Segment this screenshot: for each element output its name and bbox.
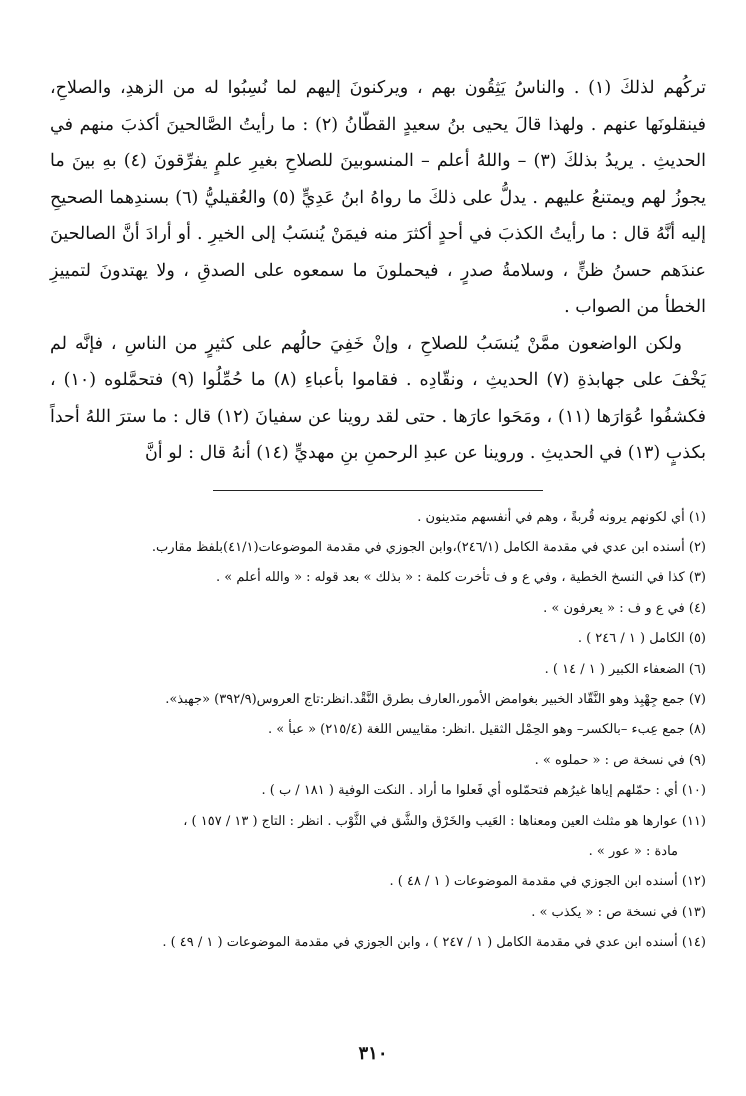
page-number: ٣١٠ <box>358 1043 388 1064</box>
footnote-10: (١٠) أي : حمّلهم إياها غيرُهم فتحمّلوه أي فَعلوا ما أراد . النكت الوفية ( ١٨١ / ب ) . <box>261 783 706 799</box>
footnote-2: (٢) أسنده ابن عدي في مقدمة الكامل (٢٤٦/١)،وابن الجوزي في مقدمة الموضوعات(٤١/١)بلفظ مقارب. <box>151 539 706 555</box>
footnotes <box>50 503 706 959</box>
footnote-13: (١٣) في نسخة ص : « يكذب » . <box>531 904 706 920</box>
footnote-7: (٧) جمع جِهْبِذ وهو النَّقّاد الخبير بغوامض الأمور،العارف بطرق النَّقْد.انظر:تاج العروس(٣٩٢/٩) «جهبذ». <box>165 691 706 707</box>
footnote-9: (٩) في نسخة ص : « حملوه » . <box>534 752 706 768</box>
footnote-divider <box>213 490 543 491</box>
footnote-6: (٦) الضعفاء الكبير ( ١ / ١٤ ) . <box>544 661 706 677</box>
footnote-5: (٥) الكامل ( ١ / ٢٤٦ ) . <box>577 631 706 647</box>
footnote-11: (١١) عوارها هو مثلث العين ومعناها : العَيب والخَرْق والشَّق في الثَّوْب . انظر : التاج ( ١٣ / ١٥٧ ) ، <box>183 813 706 829</box>
footnote-12: (١٢) أسنده ابن الجوزي في مقدمة الموضوعات ( ١ / ٤٨ ) . <box>389 874 706 890</box>
page <box>50 70 706 1070</box>
footnote-11-continuation: مادة : « عور » . <box>588 843 678 859</box>
footnote-14: (١٤) أسنده ابن عدي في مقدمة الكامل ( ١ / ٢٤٧ ) ، وابن الجوزي في مقدمة الموضوعات ( ١ / ٤٩ ) . <box>162 935 706 951</box>
paragraph-1: تركُهم لذلكَ (١) . والناسُ يَثِقُون بهم ، ويركنونَ إليهم لما نُسِبُوا له من الزهدِ، والصلاحِ، فينقلونَها عنهم . ولهذا قالَ يحيى بنُ سعيدٍ القطّانُ (٢) : ما رأيتُ الصَّالحينَ أكذبَ منهم في الحديثِ . يريدُ بذلكَ (٣) – واللهُ أعلم – المنسوبينَ للصلاحِ بغيرِ علمٍ يفرِّقونَ (٤) بهِ بينَ ما يجوزُ لهم ويمتنعُ عليهم . يدلُّ على ذلكَ ما رواهُ ابنُ عَدِيٍّ (٥) والعُقيليُّ (٦) بسندِهما الصحيحِ إليه أنَّهُ قال : ما رأيتُ الكذبَ في أحدٍ أكثرَ منه فيمَنْ يُنسَبُ إلى الخيرِ . أو أرادَ أنَّ الصالحينَ عندَهم حسنُ ظنٍّ ، وسلامةُ صدرٍ ، فيحملونَ ما سمعوه على الصدقِ ، ولا يهتدونَ لتمييزِ الخطأ من الصواب . <box>50 78 707 317</box>
footnote-4: (٤) في ع و ف : « يعرفون » . <box>543 600 706 616</box>
footnote-3: (٣) كذا في النسخ الخطية ، وفي ع و ف تأخرت كلمة : « بذلك » بعد قوله : « والله أعلم » . <box>216 570 706 586</box>
footnote-8: (٨) جمع عِبء –بالكسر– وهو الحِمْل الثقيل .انظر: مقاييس اللغة (٢١٥/٤) « عبأ » . <box>267 722 706 738</box>
paragraph-2: ولكن الواضعون ممَّنْ يُنسَبُ للصلاحِ ، وإنْ خَفِيَ حالُهم على كثيرٍ من الناسِ ، فإنَّه لم يَخْفَ على جهابذةِ (٧) الحديثِ ، ونقّادِه . فقاموا بأعباءِ (٨) ما حُمِّلُوا (٩) فتحمَّلوه (١٠) ، فكشفُوا عُوَارَها (١١) ، ومَحَوا عارَها . حتى لقد روينا عن سفيانَ (١٢) قال : ما سترَ اللهُ أحداً بكذبٍ (١٣) في الحديثِ . وروينا عن عبدِ الرحمنِ بنِ مهديٍّ (١٤) أنهُ قال : لو أنَّ <box>50 333 706 463</box>
footnote-1: (١) أي لكونهم يرونه قُربةً ، وهم في أنفسهم متدينون . <box>417 509 706 525</box>
main-text <box>50 70 706 472</box>
